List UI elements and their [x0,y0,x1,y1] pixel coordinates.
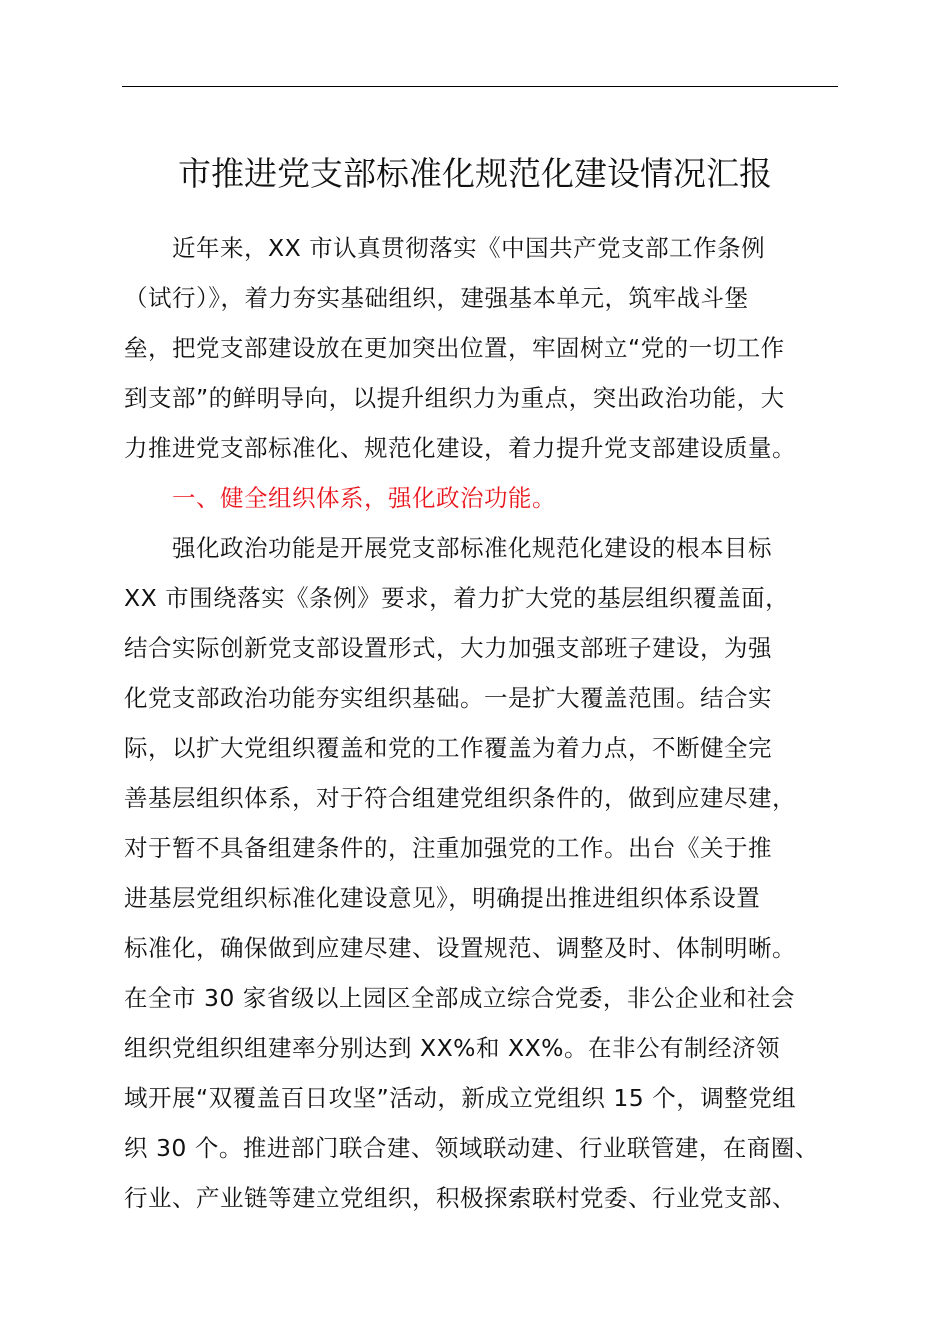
intro-line: 到支部”的鲜明导向，以提升组织力为重点，突出政治功能，大 [124,384,785,412]
body-line: 标准化，确保做到应建尽建、设置规范、调整及时、体制明晰。 [124,934,796,962]
body-line: 织 30 个。推进部门联合建、领域联动建、行业联管建，在商圈、 [124,1134,819,1162]
intro-line: 近年来，XX 市认真贯彻落实《中国共产党支部工作条例 [172,234,766,262]
body-line: 域开展“双覆盖百日攻坚”活动，新成立党组织 15 个，调整党组 [124,1084,797,1112]
body-line: 对于暂不具备组建条件的，注重加强党的工作。出台《关于推 [124,834,772,862]
body-line: 化党支部政治功能夯实组织基础。一是扩大覆盖范围。结合实 [124,684,772,712]
body-line: 善基层组织体系，对于符合组建党组织条件的，做到应建尽建， [124,784,796,812]
body-line: 行业、产业链等建立党组织，积极探索联村党委、行业党支部、 [124,1184,796,1212]
body-line: 组织党组织组建率分别达到 XX%和 XX%。在非公有制经济领 [124,1034,780,1062]
body-line: 强化政治功能是开展党支部标准化规范化建设的根本目标 [172,534,772,562]
intro-line: （试行）》，着力夯实基础组织，建强基本单元，筑牢战斗堡 [124,284,749,312]
body-line: 进基层党组织标准化建设意见》，明确提出推进组织体系设置 [124,884,761,912]
body-line: XX 市围绕落实《条例》要求，着力扩大党的基层组织覆盖面， [124,584,790,612]
body-line: 结合实际创新党支部设置形式，大力加强支部班子建设，为强 [124,634,772,662]
header-rule [122,86,838,87]
body-line: 在全市 30 家省级以上园区全部成立综合党委，非公企业和社会 [124,984,795,1012]
intro-line: 力推进党支部标准化、规范化建设，着力提升党支部建设质量。 [124,434,796,462]
document-title: 市推进党支部标准化规范化建设情况汇报 [178,154,772,193]
intro-line: 垒，把党支部建设放在更加突出位置，牢固树立“党的一切工作 [124,334,785,362]
body-line: 际，以扩大党组织覆盖和党的工作覆盖为着力点，不断健全完 [124,734,772,762]
section-heading: 一、健全组织体系，强化政治功能。 [172,484,556,512]
